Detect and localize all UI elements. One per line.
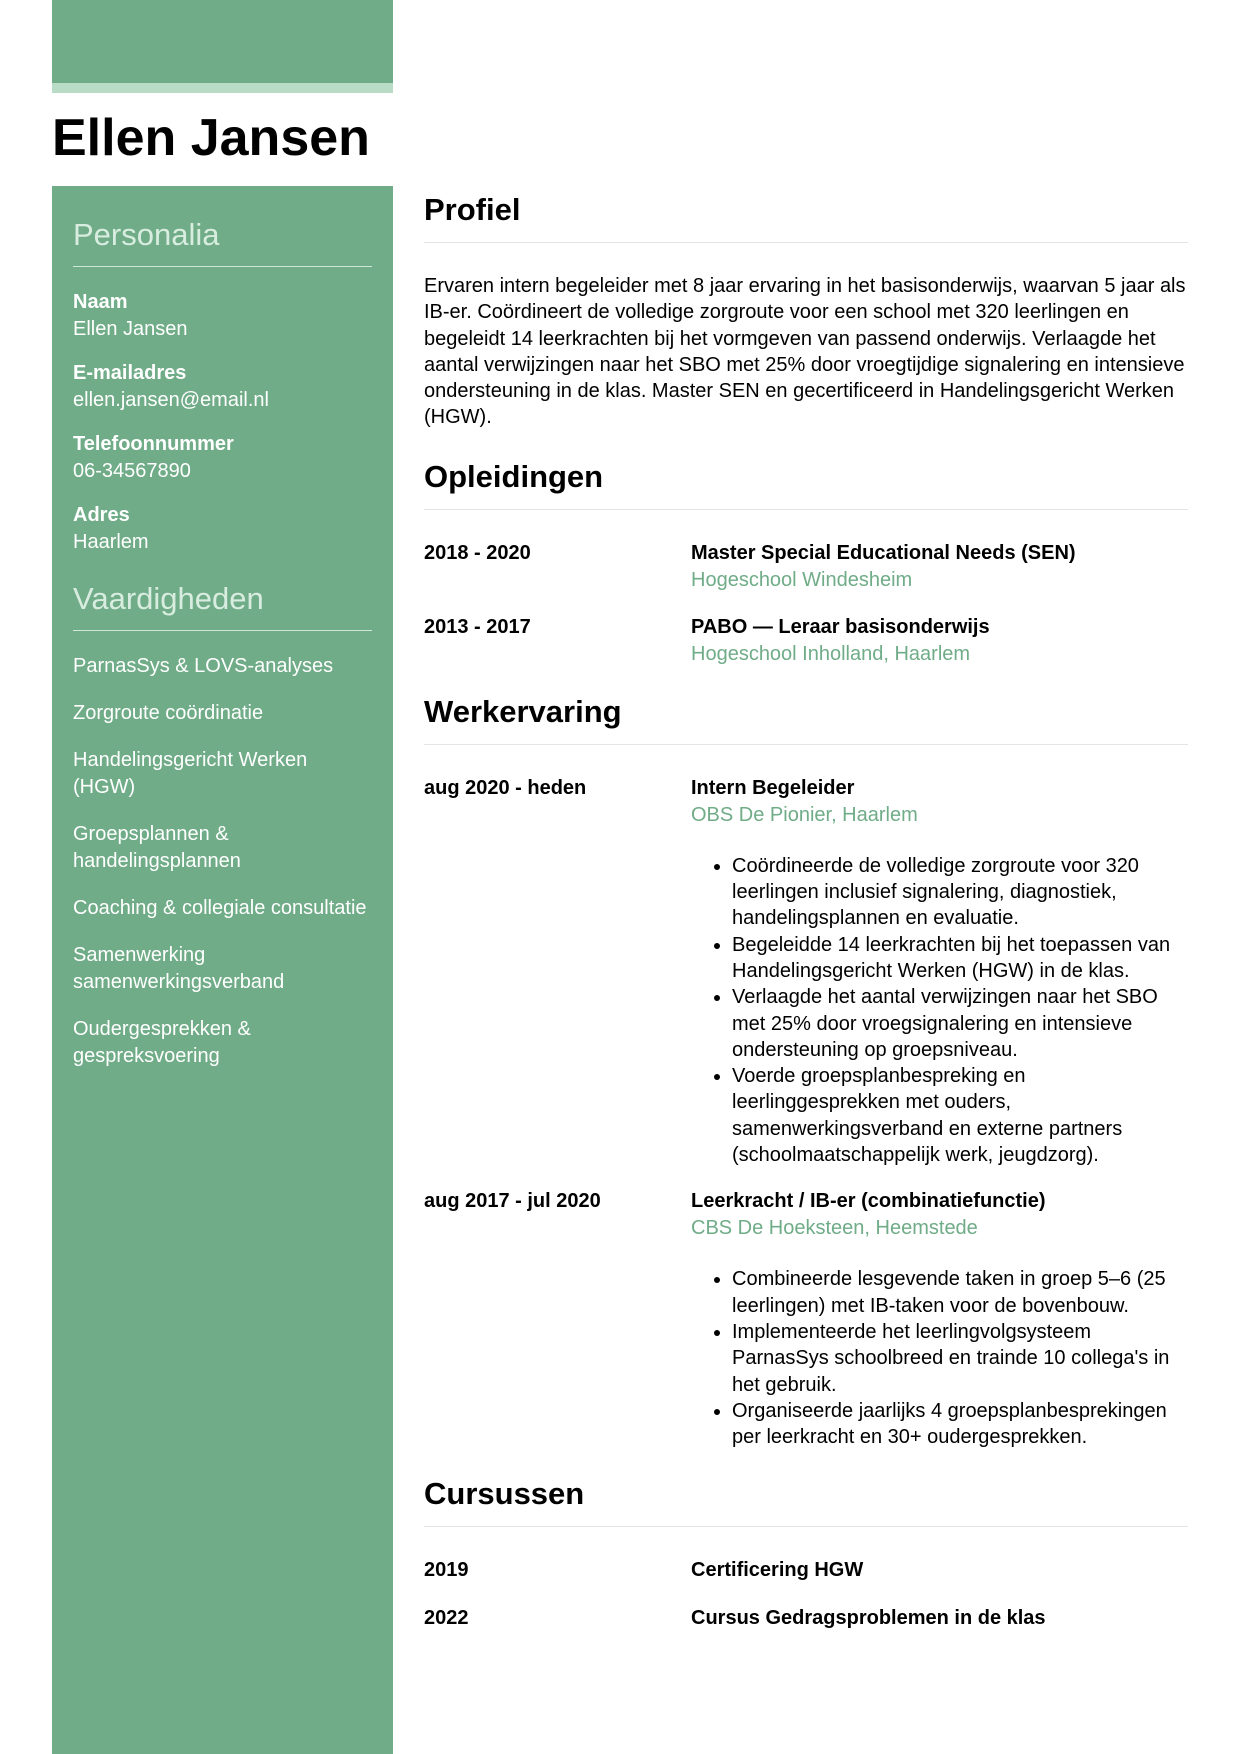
- bullet-list: [691, 853, 1188, 1169]
- entry-institution: Hogeschool Inholland, Haarlem: [691, 642, 971, 665]
- entry-date: 2018 - 2020: [424, 541, 531, 564]
- bullet-item: • Coördineerde de volledige zorgroute voor 320 leerlingen inclusief signalering, diagnostiek, handelingsplannen en evaluatie.: [732, 853, 1188, 932]
- field-label: Telefoonnummer: [73, 433, 234, 455]
- section-title: Cursussen: [424, 1474, 1188, 1527]
- field-label: Adres: [73, 504, 130, 526]
- field-name: [73, 289, 372, 343]
- field-email: [73, 360, 372, 414]
- bullet-item: • Begeleidde 14 leerkrachten bij het toepassen van Handelingsgericht Werken (HGW) in de klas.: [732, 932, 1188, 985]
- entry-date: aug 2020 - heden: [424, 776, 587, 799]
- field-value: ellen.jansen@email.nl: [73, 389, 269, 411]
- course-title: Certificering HGW: [691, 1559, 864, 1582]
- skill-item: Groepsplannen & handelingsplannen: [73, 823, 241, 872]
- personal-heading: Personalia: [73, 216, 372, 267]
- skill-item: Zorgroute coördinatie: [73, 702, 264, 724]
- entry-title: Intern Begeleider: [691, 776, 855, 799]
- bullet-item: • Combineerde lesgevende taken in groep 5–6 (25 leerlingen) met IB-taken voor de bovenbouw.: [732, 1266, 1188, 1319]
- entry-employer: CBS De Hoeksteen, Heemstede: [691, 1217, 978, 1240]
- education-section: [424, 457, 1188, 668]
- header-accent-stripe: [52, 83, 393, 93]
- candidate-name: Ellen Jansen: [52, 109, 370, 167]
- sidebar: [52, 186, 393, 1754]
- bullet-item: • Verlaagde het aantal verwijzingen naar het SBO met 25% door vroegsignalering en intensieve ondersteuning op groepsniveau.: [732, 984, 1188, 1063]
- field-label: E-mailadres: [73, 362, 187, 384]
- entry-title: PABO — Leraar basisonderwijs: [691, 615, 990, 638]
- skill-item: Coaching & collegiale consultatie: [73, 897, 367, 919]
- field-value: 06-34567890: [73, 460, 191, 482]
- course-title: Cursus Gedragsproblemen in de klas: [691, 1607, 1046, 1630]
- course-entry: [424, 1557, 1188, 1584]
- skill-item: Handelingsgericht Werken (HGW): [73, 749, 308, 798]
- main-content: [424, 190, 1188, 1656]
- entry-title: Leerkracht / IB-er (combinatiefunctie): [691, 1190, 1046, 1213]
- section-title: Opleidingen: [424, 457, 1188, 510]
- bullet-item: • Organiseerde jaarlijks 4 groepsplanbesprekingen per leerkracht en 30+ oudergesprekken.: [732, 1398, 1188, 1451]
- bullet-item: • Implementeerde het leerlingvolgsysteem ParnasSys schoolbreed en trainde 10 collega's in het gebruik.: [732, 1319, 1188, 1398]
- skill-item: Oudergesprekken & gespreksvoering: [73, 1018, 251, 1067]
- education-entry: [424, 540, 1188, 594]
- field-value: Ellen Jansen: [73, 318, 188, 340]
- experience-entry: [424, 775, 1188, 1169]
- courses-section: [424, 1474, 1188, 1632]
- course-year: 2019: [424, 1559, 469, 1582]
- field-label: Naam: [73, 291, 128, 313]
- education-entry: [424, 614, 1188, 668]
- profile-text: Ervaren intern begeleider met 8 jaar ervaring in het basisonderwijs, waarvan 5 jaar als IB-er. Coördineert de volledige zorgroute voor een school met 320 leerlingen en begeleidt 14 leerkrachten bij het vormgeven van passend onderwijs. Verlaagde het aantal verwijzingen naar het SBO met 25% door vroegtijdige signalering en intensieve ondersteuning in de klas. Master SEN en gecertificeerd in Handelingsgericht Werken (HGW).: [424, 275, 1186, 429]
- skill-item: ParnasSys & LOVS-analyses: [73, 655, 334, 677]
- entry-date: aug 2017 - jul 2020: [424, 1190, 601, 1213]
- field-address: [73, 502, 372, 556]
- section-title: Profiel: [424, 190, 1188, 243]
- experience-entry: [424, 1188, 1188, 1450]
- course-year: 2022: [424, 1607, 469, 1630]
- entry-institution: Hogeschool Windesheim: [691, 568, 913, 591]
- entry-employer: OBS De Pionier, Haarlem: [691, 803, 918, 826]
- field-phone: [73, 431, 372, 485]
- section-title: Werkervaring: [424, 692, 1188, 745]
- entry-title: Master Special Educational Needs (SEN): [691, 541, 1076, 564]
- course-entry: [424, 1605, 1188, 1632]
- bullet-list: [691, 1266, 1188, 1450]
- experience-section: [424, 692, 1188, 1451]
- header-color-block: [52, 0, 393, 83]
- skill-item: Samenwerking samenwerkingsverband: [73, 944, 285, 993]
- bullet-item: • Voerde groepsplanbespreking en leerlinggesprekken met ouders, samenwerkingsverband en externe partners (schoolmaatschappelijk werk, jeugdzorg).: [732, 1063, 1188, 1168]
- skills-heading: Vaardigheden: [73, 580, 372, 631]
- field-value: Haarlem: [73, 531, 149, 553]
- profile-section: [424, 190, 1188, 431]
- entry-date: 2013 - 2017: [424, 615, 531, 638]
